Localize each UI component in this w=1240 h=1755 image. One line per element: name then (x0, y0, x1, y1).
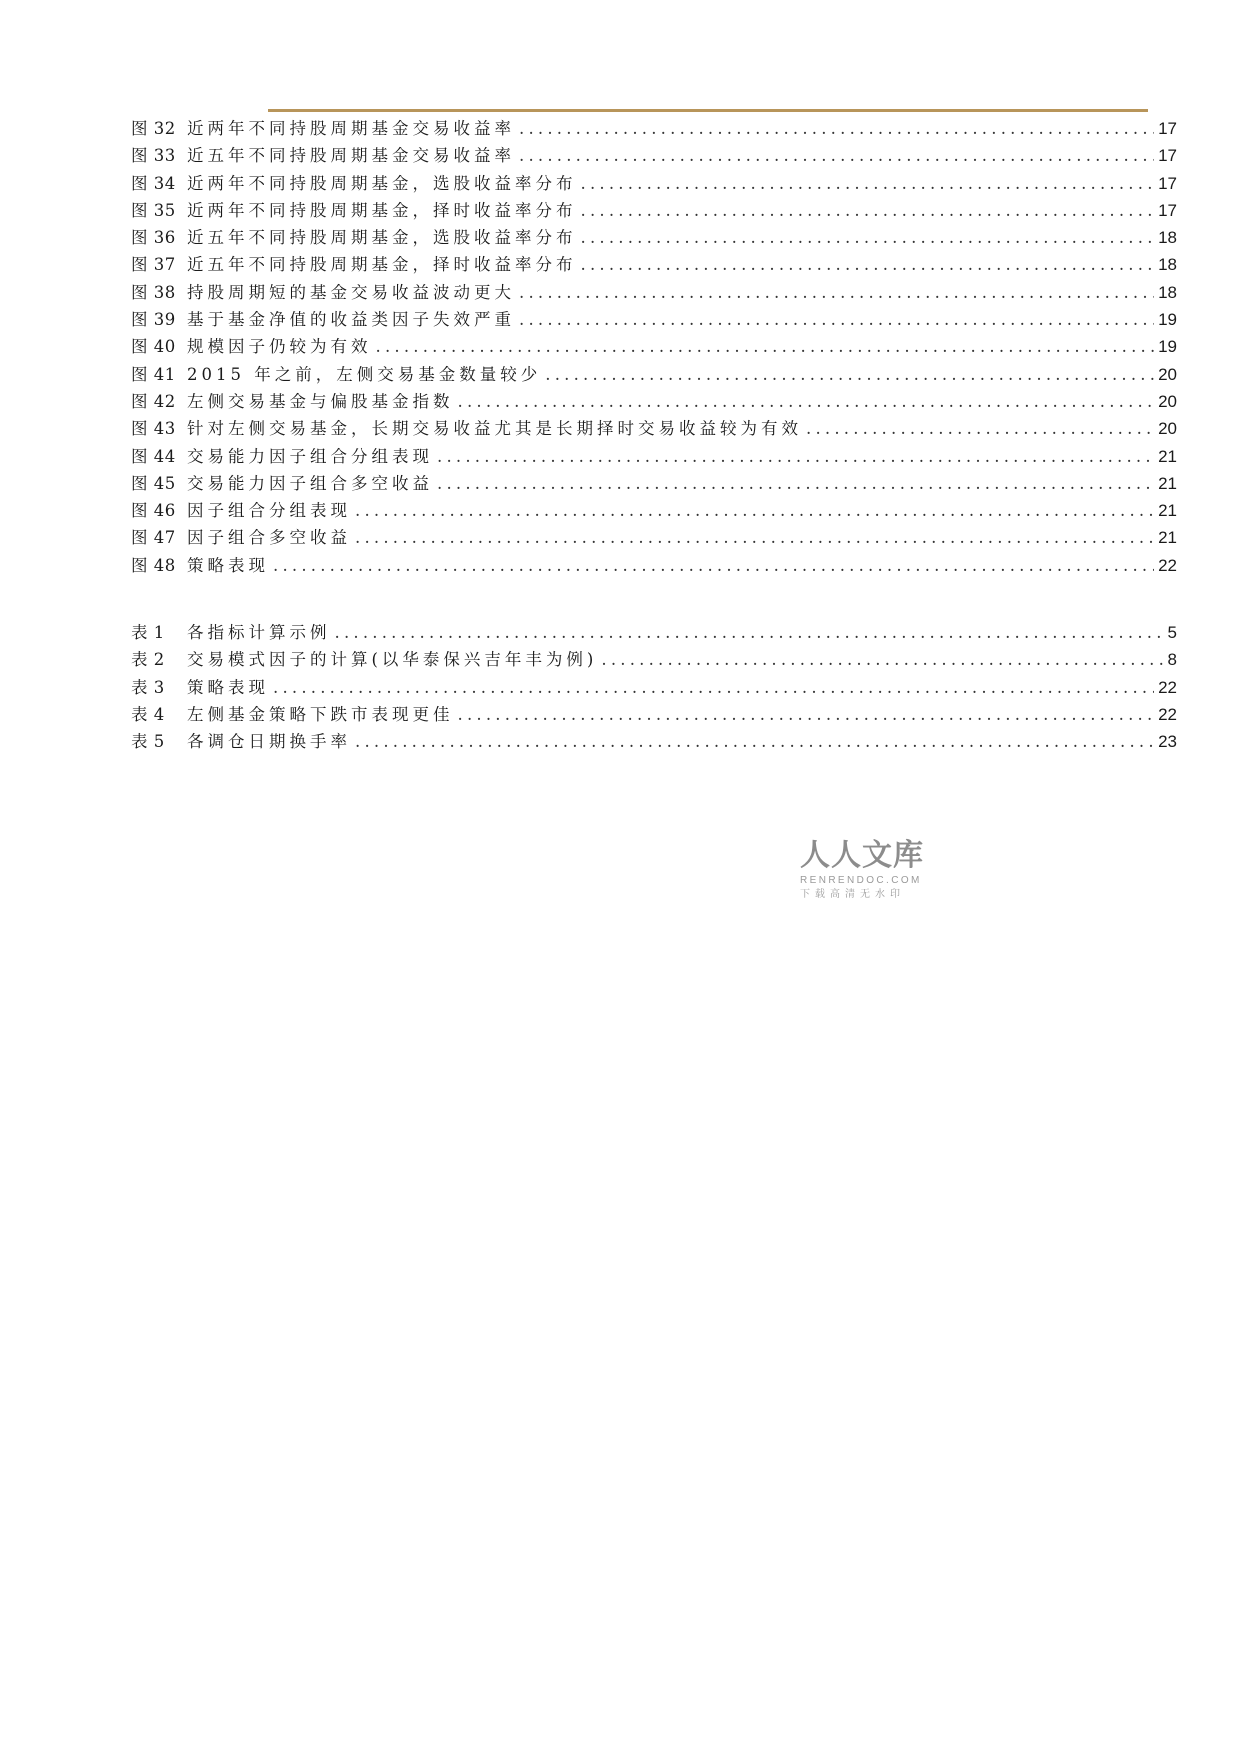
entry-page: 21 (1158, 446, 1177, 466)
watermark-title: 人人文库 (800, 838, 924, 873)
dot-leader (458, 701, 1155, 728)
figure-list (131, 115, 1177, 579)
dot-leader (437, 470, 1154, 497)
entry-label: 图 48 (131, 555, 176, 575)
toc-entry[interactable] (131, 197, 1177, 224)
entry-page: 23 (1158, 732, 1177, 752)
watermark-url: RENRENDOC.COM (800, 875, 922, 886)
dot-leader (806, 415, 1154, 442)
entry-label: 表 4 (131, 704, 165, 724)
entry-title: 交易模式因子的计算(以华泰保兴吉年丰为例) (187, 650, 598, 670)
entry-title: 各调仓日期换手率 (187, 732, 351, 752)
entry-page: 17 (1158, 146, 1177, 166)
entry-title: 交易能力因子组合多空收益 (187, 473, 433, 493)
entry-label: 图 37 (131, 255, 176, 275)
entry-title: 近两年不同持股周期基金，择时收益率分布 (187, 200, 577, 220)
entry-title: 针对左侧交易基金，长期交易收益尤其是长期择时交易收益较为有效 (187, 419, 802, 439)
table-list (131, 619, 1177, 755)
toc-entry[interactable] (131, 728, 1177, 755)
entry-label: 图 47 (131, 528, 176, 548)
dot-leader (581, 170, 1155, 197)
dot-leader (355, 497, 1154, 524)
entry-title: 基于基金净值的收益类因子失效严重 (187, 310, 515, 330)
entry-title: 近两年不同持股周期基金交易收益率 (187, 119, 515, 138)
toc-entry[interactable] (131, 415, 1177, 442)
entry-page: 17 (1158, 200, 1177, 220)
toc-entry[interactable] (131, 251, 1177, 278)
entry-label: 图 39 (131, 310, 176, 330)
toc-entry[interactable] (131, 552, 1177, 579)
entry-page: 18 (1158, 255, 1177, 275)
toc-entry[interactable] (131, 388, 1177, 415)
entry-label: 图 42 (131, 391, 176, 411)
dot-leader (519, 279, 1154, 306)
dot-leader (458, 388, 1155, 415)
entry-page: 21 (1158, 473, 1177, 493)
toc-entry[interactable] (131, 470, 1177, 497)
dot-leader (376, 333, 1155, 360)
entry-title: 近两年不同持股周期基金，选股收益率分布 (187, 173, 577, 193)
toc-entry[interactable] (131, 361, 1177, 388)
entry-page: 22 (1158, 555, 1177, 575)
dot-leader (545, 361, 1154, 388)
dot-leader (437, 443, 1154, 470)
toc-entry[interactable] (131, 279, 1177, 306)
watermark (800, 838, 930, 902)
entry-label: 表 1 (131, 623, 165, 642)
toc-entry[interactable] (131, 306, 1177, 333)
entry-label: 表 5 (131, 732, 165, 752)
entry-label: 图 43 (131, 419, 176, 439)
entry-label: 表 2 (131, 650, 165, 670)
entry-title: 2015 年之前，左侧交易基金数量较少 (187, 364, 542, 384)
toc-entry[interactable] (131, 142, 1177, 169)
watermark-subtitle: 下载高清无水印 (800, 889, 905, 900)
entry-label: 图 33 (131, 146, 176, 166)
entry-page: 21 (1158, 501, 1177, 521)
entry-page: 22 (1158, 677, 1177, 697)
dot-leader (581, 251, 1155, 278)
entry-page: 5 (1167, 623, 1177, 642)
header-rule (268, 109, 1148, 112)
entry-label: 图 40 (131, 337, 176, 357)
entry-page: 18 (1158, 228, 1177, 248)
dot-leader (335, 619, 1164, 646)
dot-leader (601, 646, 1163, 673)
dot-leader (581, 224, 1155, 251)
toc-entry[interactable] (131, 674, 1177, 701)
toc-entry[interactable] (131, 619, 1177, 646)
toc-entry[interactable] (131, 497, 1177, 524)
entry-page: 18 (1158, 282, 1177, 302)
entry-label: 图 44 (131, 446, 176, 466)
entry-title: 策略表现 (187, 555, 269, 575)
entry-page: 20 (1158, 391, 1177, 411)
toc-entry[interactable] (131, 443, 1177, 470)
entry-title: 近五年不同持股周期基金，选股收益率分布 (187, 228, 577, 248)
entry-title: 因子组合多空收益 (187, 528, 351, 548)
entry-page: 8 (1167, 650, 1177, 670)
entry-label: 图 46 (131, 501, 176, 521)
toc-entry[interactable] (131, 646, 1177, 673)
dot-leader (519, 142, 1154, 169)
entry-label: 图 36 (131, 228, 176, 248)
entry-title: 因子组合分组表现 (187, 501, 351, 521)
toc-entry[interactable] (131, 170, 1177, 197)
toc-entry[interactable] (131, 701, 1177, 728)
entry-label: 表 3 (131, 677, 165, 697)
entry-label: 图 32 (131, 119, 176, 138)
dot-leader (355, 728, 1154, 755)
entry-title: 规模因子仍较为有效 (187, 337, 372, 357)
entry-page: 19 (1158, 337, 1177, 357)
dot-leader (519, 115, 1154, 142)
entry-page: 21 (1158, 528, 1177, 548)
entry-title: 策略表现 (187, 677, 269, 697)
entry-title: 近五年不同持股周期基金，择时收益率分布 (187, 255, 577, 275)
entry-page: 17 (1158, 119, 1177, 138)
entry-title: 持股周期短的基金交易收益波动更大 (187, 282, 515, 302)
dot-leader (273, 552, 1154, 579)
entry-title: 左侧交易基金与偏股基金指数 (187, 391, 454, 411)
toc-entry[interactable] (131, 524, 1177, 551)
entry-page: 20 (1158, 364, 1177, 384)
toc-entry[interactable] (131, 224, 1177, 251)
toc-entry[interactable] (131, 115, 1177, 142)
entry-label: 图 34 (131, 173, 176, 193)
dot-leader (273, 674, 1154, 701)
entry-page: 17 (1158, 173, 1177, 193)
toc-entry[interactable] (131, 333, 1177, 360)
entry-title: 左侧基金策略下跌市表现更佳 (187, 704, 454, 724)
entry-title: 近五年不同持股周期基金交易收益率 (187, 146, 515, 166)
entry-label: 图 35 (131, 200, 176, 220)
dot-leader (581, 197, 1155, 224)
entry-page: 22 (1158, 704, 1177, 724)
entry-label: 图 38 (131, 282, 176, 302)
entry-title: 各指标计算示例 (187, 623, 331, 642)
dot-leader (355, 524, 1154, 551)
entry-label: 图 45 (131, 473, 176, 493)
entry-title: 交易能力因子组合分组表现 (187, 446, 433, 466)
dot-leader (519, 306, 1154, 333)
entry-page: 19 (1158, 310, 1177, 330)
entry-label: 图 41 (131, 364, 176, 384)
entry-page: 20 (1158, 419, 1177, 439)
